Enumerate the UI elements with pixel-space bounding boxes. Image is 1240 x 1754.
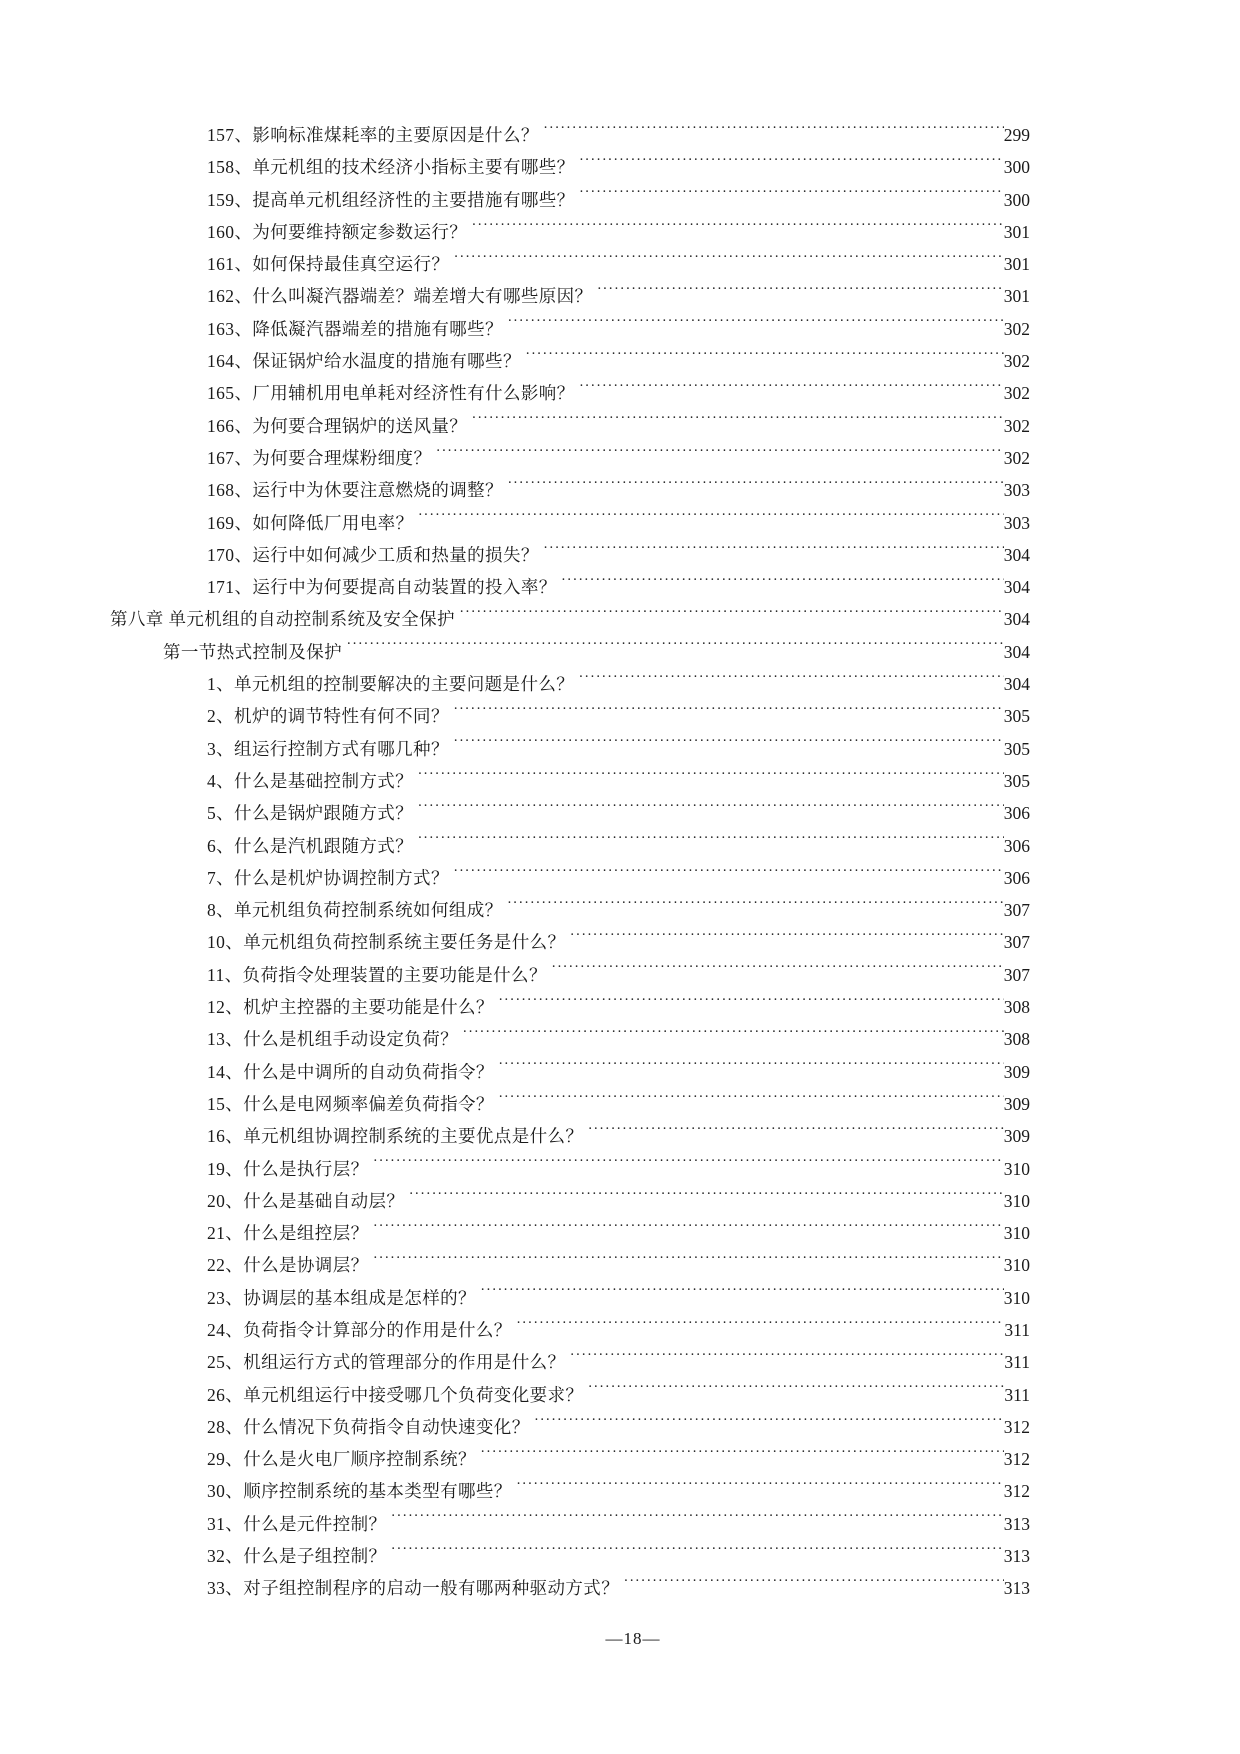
toc-entry-text: 19、什么是执行层？ — [207, 1158, 369, 1179]
toc-entry-text: 16、单元机组协调控制系统的主要优点是什么？ — [207, 1126, 584, 1147]
toc-entry — [0, 1475, 1240, 1507]
dot-leader — [454, 864, 1004, 884]
toc-entry-page: 311 — [1004, 1352, 1030, 1373]
toc-entry — [0, 959, 1240, 991]
toc-entry-text: 161、如何保持最佳真空运行？ — [207, 254, 450, 275]
dot-leader — [418, 832, 1004, 852]
toc-entry-text: 32、什么是子组控制？ — [207, 1546, 387, 1567]
toc-entry — [0, 1249, 1240, 1281]
toc-entry-page: 302 — [1003, 383, 1030, 404]
dot-leader — [562, 573, 1004, 593]
toc-entry — [0, 1023, 1240, 1055]
toc-entry-page: 301 — [1003, 254, 1030, 275]
dot-leader — [517, 1316, 1005, 1336]
dot-leader — [508, 315, 1004, 335]
dot-leader — [499, 993, 1004, 1013]
toc-entry-text: 23、协调层的基本组成是怎样的？ — [207, 1287, 476, 1308]
toc-entry-text: 25、机组运行方式的管理部分的作用是什么？ — [207, 1352, 566, 1373]
toc-entry-text: 29、什么是火电厂顺序控制系统？ — [207, 1449, 476, 1470]
toc-entry-page: 303 — [1003, 512, 1030, 533]
toc-entry-text: 第八章 单元机组的自动控制系统及安全保护 — [110, 609, 455, 630]
toc-entry — [0, 1282, 1240, 1314]
dot-leader — [508, 896, 1004, 916]
toc-entry — [0, 1056, 1240, 1088]
toc-entry — [0, 797, 1240, 829]
toc-entry-page: 311 — [1004, 1384, 1030, 1405]
toc-entry-text: 169、如何降低厂用电率？ — [207, 512, 414, 533]
toc-entry — [0, 442, 1240, 474]
toc-entry — [0, 345, 1240, 377]
toc-entry — [0, 894, 1240, 926]
toc-entry — [0, 1443, 1240, 1475]
dot-leader — [347, 638, 1004, 658]
toc-entry-page: 306 — [1003, 835, 1030, 856]
dot-leader — [544, 541, 1004, 561]
dot-leader — [499, 1058, 1004, 1078]
toc-entry — [0, 1217, 1240, 1249]
toc-entry-page: 303 — [1003, 480, 1030, 501]
dot-leader — [526, 347, 1004, 367]
toc-entry-page: 310 — [1003, 1223, 1030, 1244]
dot-leader — [544, 121, 1004, 141]
toc-entry — [0, 1411, 1240, 1443]
toc-entry — [0, 700, 1240, 732]
toc-entry-text: 10、单元机组负荷控制系统主要任务是什么？ — [207, 932, 566, 953]
dot-leader — [580, 153, 1004, 173]
toc-entry-text: 28、什么情况下负荷指令自动快速变化？ — [207, 1416, 530, 1437]
toc-entry-text: 168、运行中为休要注意燃烧的调整？ — [207, 480, 503, 501]
toc-entry — [0, 603, 1240, 635]
toc-entry — [0, 1379, 1240, 1411]
toc-entry — [0, 571, 1240, 603]
dot-leader — [517, 1477, 1004, 1497]
toc-entry-text: 170、运行中如何减少工质和热量的损失？ — [207, 544, 539, 565]
toc-entry-page: 310 — [1003, 1190, 1030, 1211]
toc-entry-page: 312 — [1003, 1416, 1030, 1437]
toc-entry-text: 14、什么是中调所的自动负荷指令？ — [207, 1061, 494, 1082]
dot-leader — [552, 961, 1004, 981]
toc-entry — [0, 539, 1240, 571]
dot-leader — [624, 1574, 1004, 1594]
toc-entry-page: 304 — [1003, 674, 1030, 695]
toc-entry-page: 312 — [1003, 1481, 1030, 1502]
toc-entry-page: 302 — [1003, 318, 1030, 339]
toc-entry-text: 4、什么是基础控制方式？ — [207, 770, 414, 791]
dot-leader — [579, 670, 1004, 690]
toc-entry-text: 30、顺序控制系统的基本类型有哪些？ — [207, 1481, 512, 1502]
toc-entry-page: 304 — [1003, 609, 1030, 630]
dot-leader — [499, 1090, 1004, 1110]
dot-leader — [391, 1510, 1003, 1530]
toc-entry-page: 300 — [1003, 189, 1030, 210]
toc-entry — [0, 1572, 1240, 1604]
toc-entry-text: 157、影响标准煤耗率的主要原因是什么？ — [207, 125, 539, 145]
dot-leader — [436, 444, 1003, 464]
toc-entry-page: 310 — [1003, 1158, 1030, 1179]
dot-leader — [409, 1187, 1003, 1207]
toc-entry-text: 20、什么是基础自动层？ — [207, 1190, 405, 1211]
toc-entry-text: 166、为何要合理锅炉的送风量？ — [207, 415, 468, 436]
toc-entry-text: 26、单元机组运行中接受哪几个负荷变化要求？ — [207, 1384, 584, 1405]
toc-entry — [0, 1540, 1240, 1572]
dot-leader — [454, 735, 1004, 755]
toc-entry-text: 3、组运行控制方式有哪几种？ — [207, 738, 449, 759]
toc-entry-text: 21、什么是组控层？ — [207, 1223, 369, 1244]
toc-entry-text: 24、负荷指令计算部分的作用是什么？ — [207, 1319, 512, 1340]
toc-entry-page: 313 — [1003, 1546, 1030, 1567]
toc-entry-text: 159、提高单元机组经济性的主要措施有哪些？ — [207, 189, 575, 210]
toc-entry — [0, 862, 1240, 894]
toc-entry-page: 307 — [1003, 964, 1030, 985]
toc-entry-text: 11、负荷指令处理装置的主要功能是什么？ — [207, 964, 547, 985]
dot-leader — [588, 1381, 1004, 1401]
toc-entry-text: 158、单元机组的技术经济小指标主要有哪些？ — [207, 157, 575, 178]
toc-entry-page: 299 — [1003, 125, 1030, 145]
dot-leader — [374, 1251, 1004, 1271]
toc-entry-text: 5、什么是锅炉跟随方式？ — [207, 803, 414, 824]
toc-entry-text: 22、什么是协调层？ — [207, 1255, 369, 1276]
toc-entry-page: 311 — [1004, 1319, 1030, 1340]
toc-entry — [0, 248, 1240, 280]
toc-entry-page: 307 — [1003, 932, 1030, 953]
dot-leader — [580, 186, 1004, 206]
toc-entry-page: 310 — [1003, 1255, 1030, 1276]
dot-leader — [481, 1284, 1004, 1304]
toc-entry-text: 15、什么是电网频率偏差负荷指令？ — [207, 1093, 494, 1114]
toc-entry — [0, 1314, 1240, 1346]
toc-entry — [0, 184, 1240, 216]
toc-entry-page: 306 — [1003, 803, 1030, 824]
dot-leader — [463, 1025, 1004, 1045]
toc-entry-page: 309 — [1003, 1093, 1030, 1114]
toc-entry — [0, 280, 1240, 312]
dot-leader — [481, 1445, 1004, 1465]
toc-entry — [0, 830, 1240, 862]
toc-entry — [0, 1508, 1240, 1540]
dot-leader — [570, 928, 1003, 948]
toc-entry-page: 304 — [1003, 544, 1030, 565]
toc-entry-page: 302 — [1003, 415, 1030, 436]
toc-entry — [0, 991, 1240, 1023]
toc-entry-text: 7、什么是机炉协调控制方式？ — [207, 867, 449, 888]
toc-entry-text: 2、机炉的调节特性有何不同？ — [207, 706, 449, 727]
toc-entry-text: 33、对子组控制程序的启动一般有哪两种驱动方式？ — [207, 1578, 620, 1599]
dot-leader — [472, 218, 1004, 238]
toc-entry-page: 310 — [1003, 1287, 1030, 1308]
dot-leader — [535, 1413, 1004, 1433]
toc-entry — [0, 926, 1240, 958]
toc-entry — [0, 636, 1240, 668]
toc-entry-text: 165、厂用辅机用电单耗对经济性有什么影响？ — [207, 383, 575, 404]
toc-entry — [0, 119, 1240, 151]
toc-entry-text: 171、运行中为何要提高自动装置的投入率？ — [207, 577, 557, 598]
toc-entry-text: 8、单元机组负荷控制系统如何组成？ — [207, 900, 503, 921]
toc-entry-page: 306 — [1003, 867, 1030, 888]
toc-entry — [0, 765, 1240, 797]
toc-entry-text: 6、什么是汽机跟随方式？ — [207, 835, 414, 856]
toc-entry-page: 305 — [1003, 770, 1030, 791]
toc-entry — [0, 377, 1240, 409]
toc-entry-page: 307 — [1003, 900, 1030, 921]
dot-leader — [460, 605, 1004, 625]
toc-entry-page: 313 — [1003, 1513, 1030, 1534]
dot-leader — [580, 379, 1004, 399]
toc-entry — [0, 1346, 1240, 1378]
toc-entry-text: 167、为何要合理煤粉细度？ — [207, 447, 432, 468]
dot-leader — [454, 250, 1004, 270]
toc-entry — [0, 507, 1240, 539]
dot-leader — [454, 702, 1004, 722]
toc-entry-text: 13、什么是机组手动设定负荷？ — [207, 1029, 458, 1050]
toc-entry-page: 313 — [1003, 1578, 1030, 1599]
dot-leader — [472, 412, 1004, 432]
page-number-footer: —18— — [605, 1628, 661, 1648]
toc-entry-page: 308 — [1003, 1029, 1030, 1050]
dot-leader — [508, 476, 1004, 496]
toc-entry-page: 305 — [1003, 738, 1030, 759]
toc-entry-page: 301 — [1003, 286, 1030, 307]
toc-entry-text: 1、单元机组的控制要解决的主要问题是什么？ — [207, 674, 575, 695]
toc-entry — [0, 1120, 1240, 1152]
dot-leader — [391, 1542, 1003, 1562]
toc-entry — [0, 1153, 1240, 1185]
toc-entry — [0, 313, 1240, 345]
toc-entry-text: 164、保证锅炉给水温度的措施有哪些？ — [207, 351, 521, 372]
toc-entry — [0, 1088, 1240, 1120]
toc-entry-page: 302 — [1003, 447, 1030, 468]
dot-leader — [570, 1348, 1004, 1368]
toc-entry-text: 第一节热式控制及保护 — [163, 641, 342, 662]
dot-leader — [597, 282, 1003, 302]
toc-entry-text: 12、机炉主控器的主要功能是什么？ — [207, 997, 494, 1018]
dot-leader — [418, 767, 1004, 787]
toc-entry-page: 309 — [1003, 1126, 1030, 1147]
toc-entry — [0, 216, 1240, 248]
toc-entry — [0, 474, 1240, 506]
toc-entry-page: 309 — [1003, 1061, 1030, 1082]
toc-entry-page: 302 — [1003, 351, 1030, 372]
dot-leader — [418, 799, 1004, 819]
toc-entry — [0, 733, 1240, 765]
dot-leader — [418, 509, 1003, 529]
toc-entry — [0, 151, 1240, 183]
toc-entry — [0, 410, 1240, 442]
dot-leader — [374, 1219, 1004, 1239]
toc-entry-text: 163、降低凝汽器端差的措施有哪些？ — [207, 318, 503, 339]
toc-entry-page: 305 — [1003, 706, 1030, 727]
toc-entry — [0, 1185, 1240, 1217]
toc-entry-text: 31、什么是元件控制？ — [207, 1513, 387, 1534]
toc-entry-text: 162、什么叫凝汽器端差？端差增大有哪些原因？ — [207, 286, 593, 307]
toc-entry-page: 304 — [1003, 641, 1030, 662]
toc-entry-page: 308 — [1003, 997, 1030, 1018]
toc-entry-text: 160、为何要维持额定参数运行？ — [207, 221, 468, 242]
toc-entry — [0, 668, 1240, 700]
toc-entry-page: 301 — [1003, 221, 1030, 242]
toc-entry-page: 304 — [1003, 577, 1030, 598]
toc-entry-page: 300 — [1003, 157, 1030, 178]
toc-entry-page: 312 — [1003, 1449, 1030, 1470]
dot-leader — [588, 1122, 1003, 1142]
dot-leader — [374, 1155, 1004, 1175]
